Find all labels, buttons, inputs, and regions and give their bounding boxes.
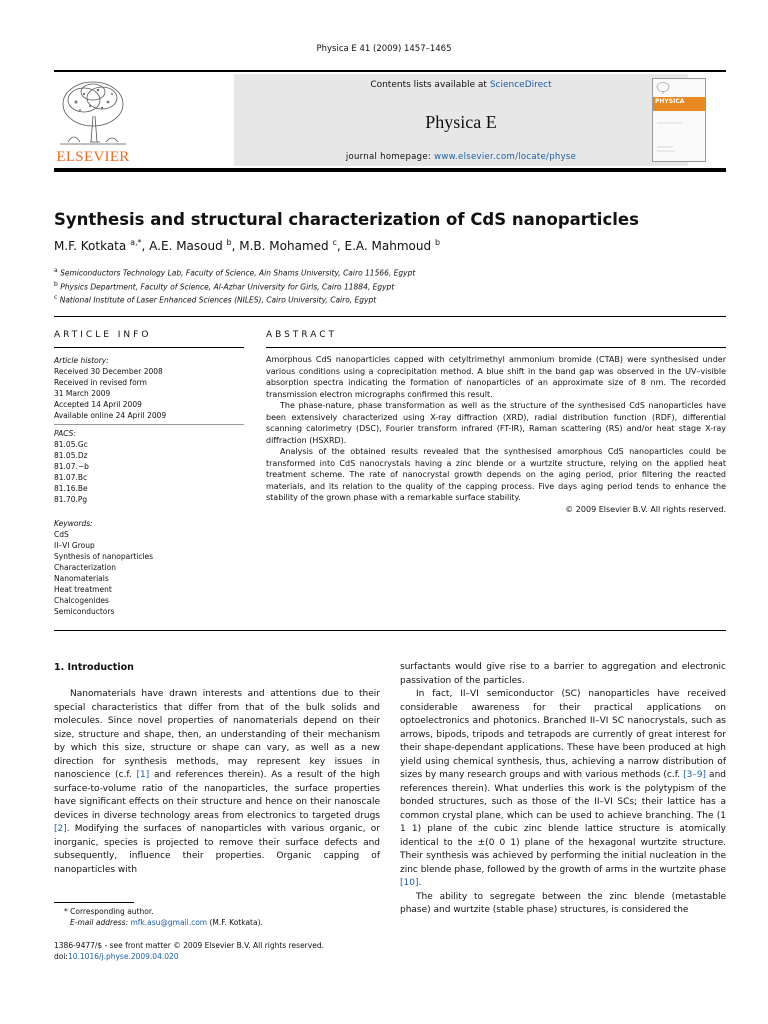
email-line: E-mail address: mfk.asu@gmail.com (M.F. Kotkata). bbox=[70, 918, 263, 927]
doi-link[interactable]: 10.1016/j.physe.2009.04.020 bbox=[67, 952, 179, 961]
keywords-label: Keywords: bbox=[54, 519, 93, 528]
info-divider bbox=[54, 424, 244, 425]
article-info-rule bbox=[54, 347, 244, 348]
citation-link[interactable]: [2] bbox=[54, 824, 67, 834]
abstract-body bbox=[266, 354, 726, 515]
keyword: II–VI Group bbox=[54, 541, 95, 550]
elsevier-tree-icon bbox=[54, 76, 132, 148]
pacs-code: 81.07.−b bbox=[54, 462, 89, 471]
journal-cover-thumbnail[interactable] bbox=[652, 72, 726, 166]
affiliation: $^a$ Semiconductors Technology Lab, Faculty of Science, Ain Shams University, Cairo 11566, Egypt bbox=[54, 267, 416, 278]
sciencedirect-link[interactable]: ScienceDirect bbox=[489, 80, 552, 90]
abstract-paragraph: The phase-nature, phase transformation as well as the structure of the synthesised CdS nanoparticles have been extensively characterized using X-ray diffraction (XRD), radial distribution function (RDF), differential scanning calorimetry (DSC), Fourier transform infrared (FT-IR), Raman scattering (RS) and/or heat stage X-ray diffraction (HSXRD). bbox=[266, 401, 726, 445]
journal-masthead bbox=[54, 68, 726, 168]
affiliation: $^c$ National Institute of Laser Enhanced Sciences (NILES), Cairo University, Cairo, Egypt bbox=[54, 294, 377, 305]
email-link[interactable]: mfk.asu@gmail.com bbox=[130, 918, 208, 927]
keyword: Chalcogenides bbox=[54, 596, 109, 605]
corresponding-author-note: * Corresponding author. bbox=[64, 907, 154, 916]
author[interactable]: A.E. Masoud $^b$ bbox=[149, 238, 232, 253]
cover-tree-icon bbox=[656, 82, 670, 94]
pacs-code: 81.07.Bc bbox=[54, 473, 88, 482]
abstract-rule bbox=[266, 347, 726, 348]
elsevier-wordmark: ELSEVIER bbox=[56, 149, 130, 165]
keyword: Heat treatment bbox=[54, 585, 112, 594]
affiliation: $^b$ Physics Department, Faculty of Science, Al-Azhar University for Girls, Cairo 11884, Egypt bbox=[54, 280, 395, 291]
article-history bbox=[54, 355, 244, 421]
issn-line: 1386-9477/$ - see front matter © 2009 Elsevier B.V. All rights reserved. bbox=[54, 941, 324, 950]
cover-image bbox=[652, 78, 706, 162]
citation-link[interactable]: [10] bbox=[400, 878, 419, 888]
keyword: Semiconductors bbox=[54, 607, 115, 616]
affiliations bbox=[54, 265, 734, 306]
pacs-code: 81.05.Dz bbox=[54, 451, 88, 460]
journal-homepage bbox=[234, 152, 688, 162]
body-column-left bbox=[54, 688, 380, 877]
history-item: Accepted 14 April 2009 bbox=[54, 400, 142, 409]
body-paragraph: Nanomaterials have drawn interests and attentions due to their special characteristics that differ from that of the bulk solids and molecules. Since novel properties of nanomaterials depend on their size, structure and shape, then, an understanding of their mechanism by which this size, structure or shape can vary, as well as a new direction for synthesis methods, may represent key issues in nanoscience (c.f. [1] and references therein). As a result of the high surface-to-volume ratio of the nanoparticles, the surface properties have significant effects on their structure and hence on their nanoscale devices in diverse technology areas from electronics to targeted drugs [2]. Modifying the surfaces of nanoparticles with various organic, or inorganic, species is projected to remove their surface defects and subsequently, influence their properties. Organic capping of nanoparticles with bbox=[54, 689, 380, 875]
pacs-label: PACS: bbox=[54, 429, 76, 438]
masthead-bottom-rule bbox=[54, 168, 726, 172]
keywords-list bbox=[54, 518, 244, 617]
pacs-code: 81.70.Pg bbox=[54, 495, 88, 504]
author[interactable]: M.B. Mohamed $^c$ bbox=[239, 238, 337, 253]
author[interactable]: E.A. Mahmoud $^b$ bbox=[344, 238, 441, 253]
author[interactable]: M.F. Kotkata $^{a,*}$ bbox=[54, 238, 142, 253]
body-divider bbox=[54, 630, 726, 631]
keyword: Characterization bbox=[54, 563, 117, 572]
history-item: 31 March 2009 bbox=[54, 389, 111, 398]
cover-title: PHYSICA bbox=[655, 98, 685, 105]
copyright-notice: © 2009 Elsevier B.V. All rights reserved. bbox=[565, 504, 726, 514]
abstract-paragraph: Analysis of the obtained results revealed that the synthesised amorphous CdS nanoparticles could be transformed into CdS nanocrystals having a zinc blende or a wurtzite structure, relying on the applied heat treatment scheme. The rate of nanocrystal growth depends on the aging period, prior filtering the reacted materials, and its relation to the quality of the capping process. Five days aging period tends to enhance the stability of the grown phase with a remarkable surface stability. bbox=[266, 447, 726, 502]
section-divider bbox=[54, 316, 726, 317]
citation-link[interactable]: [3–9] bbox=[683, 770, 707, 780]
journal-name: Physica E bbox=[425, 112, 497, 132]
citation-link[interactable]: [1] bbox=[136, 770, 150, 780]
cover-text-lines bbox=[653, 119, 705, 159]
keyword: Synthesis of nanoparticles bbox=[54, 552, 154, 561]
abstract-heading: ABSTRACT bbox=[266, 330, 338, 340]
pacs-code: 81.16.Be bbox=[54, 484, 88, 493]
pacs-code: 81.05.Gc bbox=[54, 440, 88, 449]
body-paragraph: The ability to segregate between the zinc blende (metastable phase) and wurtzite (stable phase) structures, is considered the bbox=[400, 891, 726, 915]
pacs-list bbox=[54, 428, 244, 505]
history-item: Available online 24 April 2009 bbox=[54, 411, 167, 420]
history-label: Article history: bbox=[54, 356, 109, 365]
contents-prefix: Contents lists available at bbox=[370, 80, 490, 90]
keyword: Nanomaterials bbox=[54, 574, 109, 583]
publication-info bbox=[54, 940, 384, 962]
doi-line: doi:10.1016/j.physe.2009.04.020 bbox=[54, 952, 179, 961]
author-list: M.F. Kotkata $^{a,*}$, A.E. Masoud $^b$, M.B. Mohamed $^c$, E.A. Mahmoud $^b$ bbox=[54, 238, 441, 253]
corresponding-author-footnote bbox=[54, 906, 380, 928]
history-item: Received in revised form bbox=[54, 378, 147, 387]
homepage-prefix: journal homepage: bbox=[345, 152, 435, 162]
abstract-paragraph: Amorphous CdS nanoparticles capped with cetyltrimethyl ammonium bromide (CTAB) were synthesised under various conditions using a coprecipitation method. A blue shift in the band gap was observed in the UV–visible absorption spectra indicating the formation of nanoparticles of an approximate size of 8 nm. The recorded transmission electron micrographs confirmed this result. bbox=[266, 355, 726, 399]
journal-banner bbox=[234, 74, 688, 166]
journal-reference: Physica E 41 (2009) 1457–1465 bbox=[316, 44, 452, 54]
keyword: CdS bbox=[54, 530, 69, 539]
masthead-top-rule bbox=[54, 70, 726, 72]
homepage-link[interactable]: www.elsevier.com/locate/physe bbox=[434, 152, 577, 162]
history-item: Received 30 December 2008 bbox=[54, 367, 163, 376]
body-column-right bbox=[400, 661, 726, 918]
article-info-heading: ARTICLE INFO bbox=[54, 330, 152, 340]
elsevier-logo[interactable] bbox=[54, 76, 132, 166]
body-paragraph: surfactants would give rise to a barrier to aggregation and electronic passivation of the particles. bbox=[400, 662, 726, 686]
footnote-rule bbox=[54, 902, 134, 903]
body-paragraph: In fact, II–VI semiconductor (SC) nanoparticles have received considerable awareness for their practical applications on optoelectronics and photonics. Branched II–VI SC nanocrystals, such as arrows, bipods, tripods and tetrapods are currently of great interest for their shape-dependant applications. These have been produced at high yield using chemical synthesis, thus, achieving a narrow distribution of sizes by many research groups and with various methods (c.f. [3–9] and references therein). What underlies this work is the polytypism of the bonded structures, such as those of the II–VI SCs; their lattice has a common crystal plane, which can be used to achieve branching. The (1 1 1) plane of the cubic zinc blende lattice structure is atomically identical to the ±(0 0 1) plane of the hexagonal wurtzite structure. Their synthesis was achieved by performing the initial nucleation in the zinc blende phase, followed by the growth of arms in the wurtzite phase [10]. bbox=[400, 689, 726, 888]
paper-title: Synthesis and structural characterization of CdS nanoparticles bbox=[54, 210, 639, 229]
contents-line bbox=[234, 80, 688, 90]
section-heading-introduction: 1. Introduction bbox=[54, 662, 134, 673]
